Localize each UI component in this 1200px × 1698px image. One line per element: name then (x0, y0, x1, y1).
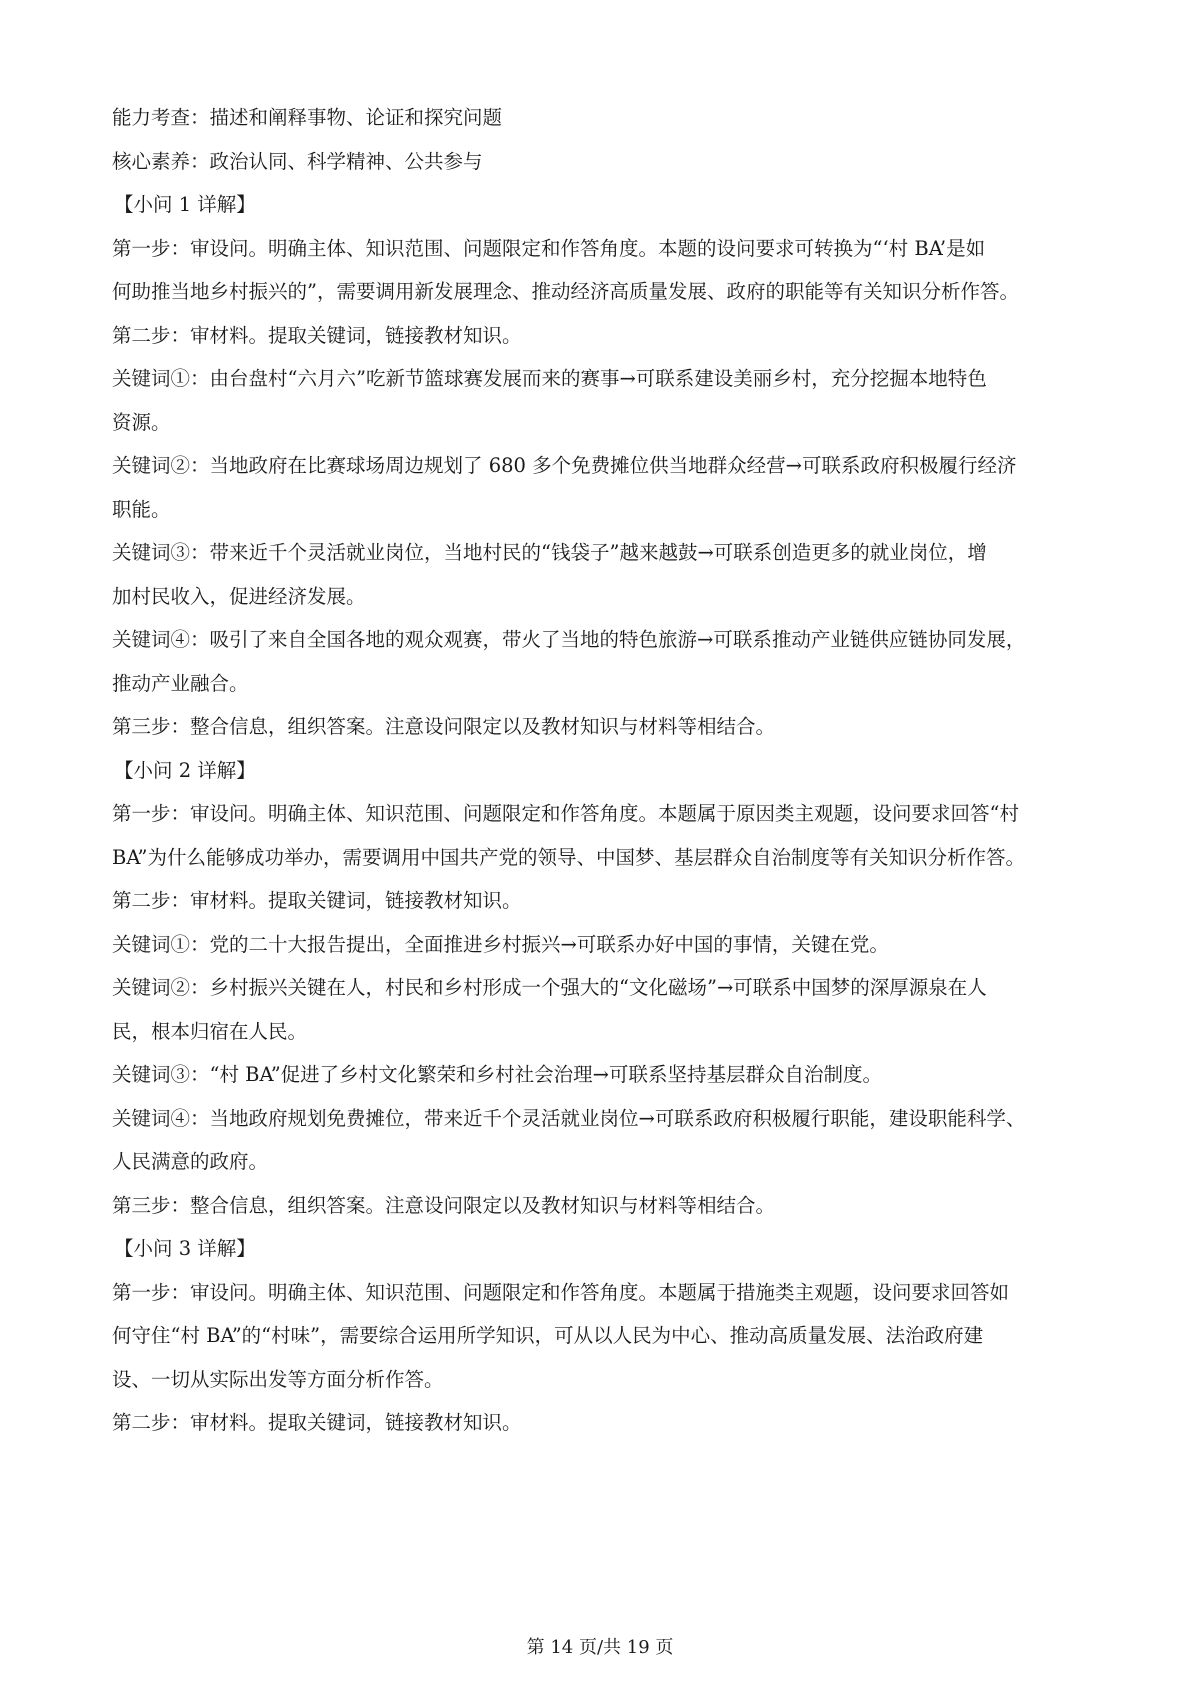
text-line: 关键词②：乡村振兴关键在人，村民和乡村形成一个强大的“文化磁场”→可联系中国梦的深厚源泉在人 (112, 976, 987, 999)
text-line: 资源。 (112, 410, 171, 434)
text-line: 关键词④：当地政府规划免费摊位，带来近千个灵活就业岗位→可联系政府积极履行职能，建设职能科学、 (112, 1106, 1026, 1130)
text-line: 民，根本归宿在人民。 (112, 1019, 308, 1043)
text-line: 关键词③：带来近千个灵活就业岗位，当地村民的“钱袋子”越来越鼓→可联系创造更多的就业岗位，增 (112, 541, 987, 564)
text-line: 关键词③：“村 BA”促进了乡村文化繁荣和乡村社会治理→可联系坚持基层群众自治制度。 (112, 1063, 883, 1086)
text-line: 职能。 (112, 497, 171, 521)
text-line: 何助推当地乡村振兴的”，需要调用新发展理念、推动经济高质量发展、政府的职能等有关知识分析作答。 (112, 280, 1019, 303)
text-line: 关键词④：吸引了来自全国各地的观众观赛，带火了当地的特色旅游→可联系推动产业链供应链协同发展， (112, 628, 1026, 651)
text-line: 第一步：审设问。明确主体、知识范围、问题限定和作答角度。本题属于措施类主观题，设问要求回答如 (112, 1280, 1010, 1304)
text-line: 第一步：审设问。明确主体、知识范围、问题限定和作答角度。本题的设问要求可转换为“‘村 BA’是如 (112, 236, 986, 260)
section-heading-q3: 【小问 3 详解】 (114, 1237, 256, 1260)
text-line: 何守住“村 BA”的“村味”，需要综合运用所学知识，可从以人民为中心、推动高质量发展、法治政府建 (112, 1324, 984, 1347)
text-line: 关键词①：由台盘村“六月六”吃新节篮球赛发展而来的赛事→可联系建设美丽乡村，充分挖掘本地特色 (112, 367, 987, 390)
text-line: BA”为什么能够成功举办，需要调用中国共产党的领导、中国梦、基层群众自治制度等有关知识分析作答。 (112, 845, 1026, 869)
text-line: 关键词②：当地政府在比赛球场周边规划了 680 多个免费摊位供当地群众经营→可联系政府积极履行经济 (112, 454, 1017, 477)
text-line: 推动产业融合。 (112, 671, 249, 695)
text-line: 第三步：整合信息，组织答案。注意设问限定以及教材知识与材料等相结合。 (112, 1193, 776, 1217)
text-line-literacy: 核心素养：政治认同、科学精神、公共参与 (112, 149, 483, 173)
text-line-ability: 能力考查：描述和阐释事物、论证和探究问题 (112, 106, 503, 129)
text-line: 人民满意的政府。 (112, 1150, 269, 1173)
text-line: 第三步：整合信息，组织答案。注意设问限定以及教材知识与材料等相结合。 (112, 715, 776, 738)
text-line: 第二步：审材料。提取关键词，链接教材知识。 (112, 323, 522, 347)
text-line: 关键词①：党的二十大报告提出，全面推进乡村振兴→可联系办好中国的事情，关键在党。 (112, 932, 889, 956)
text-line: 设、一切从实际出发等方面分析作答。 (112, 1367, 444, 1391)
document-body (112, 96, 1097, 1445)
section-heading-q1: 【小问 1 详解】 (114, 193, 256, 216)
text-line: 第二步：审材料。提取关键词，链接教材知识。 (112, 889, 522, 912)
text-line: 第二步：审材料。提取关键词，链接教材知识。 (112, 1411, 522, 1434)
page-number-footer: 第 14 页/共 19 页 (526, 1637, 674, 1658)
text-line: 第一步：审设问。明确主体、知识范围、问题限定和作答角度。本题属于原因类主观题，设问要求回答“村 (112, 802, 1019, 825)
text-line: 加村民收入，促进经济发展。 (112, 584, 366, 608)
section-heading-q2: 【小问 2 详解】 (114, 758, 256, 782)
